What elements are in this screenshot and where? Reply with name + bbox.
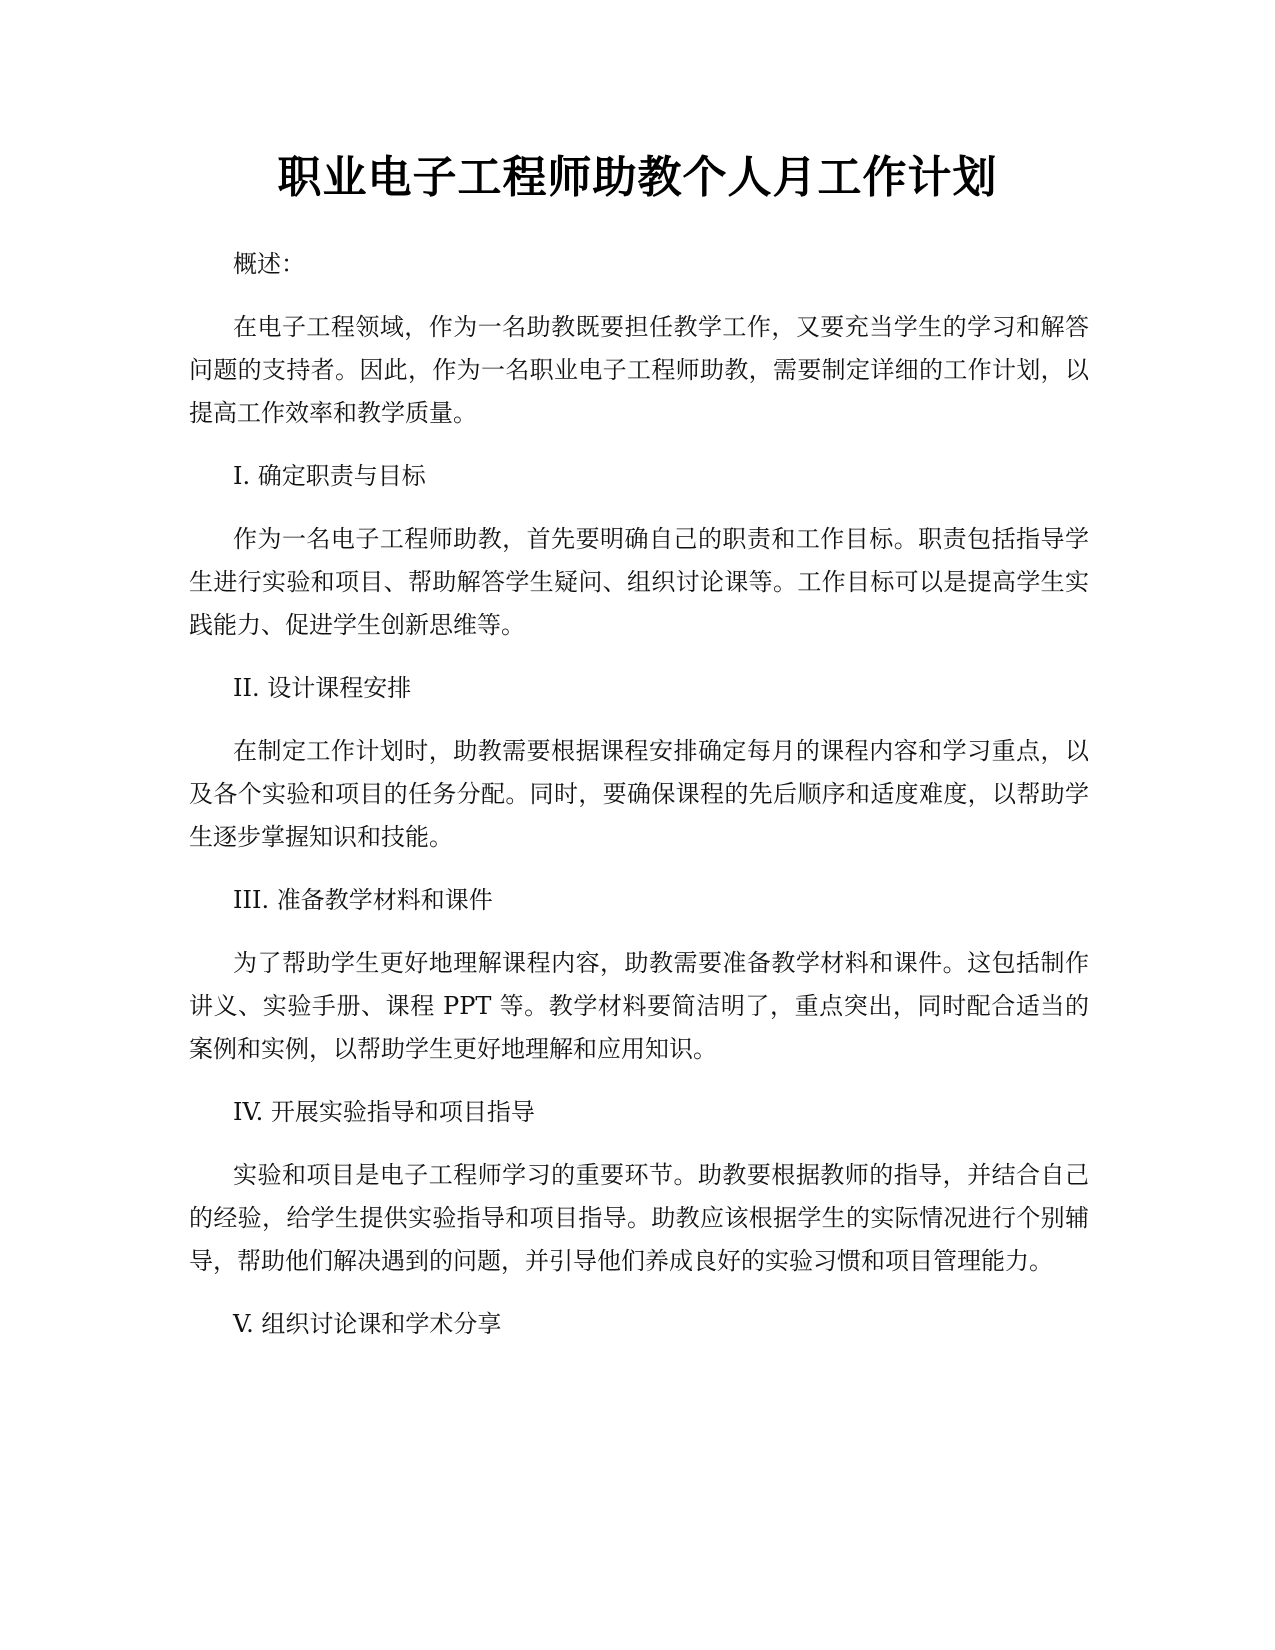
section-heading-overview: 概述： <box>233 250 305 278</box>
section-heading-5: V. 组织讨论课和学术分享 <box>233 1310 502 1338</box>
paragraph-1: 作为一名电子工程师助教，首先要明确自己的职责和工作目标。职责包括指导学生进行实验和项目、帮助解答学生疑问、组织讨论课等。工作目标可以是提高学生实践能力、促进学生创新思维等。 <box>189 525 1089 639</box>
section-heading-2: II. 设计课程安排 <box>233 674 412 702</box>
section-heading-4: IV. 开展实验指导和项目指导 <box>233 1098 535 1126</box>
paragraph-overview: 在电子工程领域，作为一名助教既要担任教学工作，又要充当学生的学习和解答问题的支持者。因此，作为一名职业电子工程师助教，需要制定详细的工作计划，以提高工作效率和教学质量。 <box>189 313 1089 427</box>
document-body <box>189 243 1089 1366</box>
section-heading-3: III. 准备教学材料和课件 <box>233 886 493 914</box>
paragraph-2: 在制定工作计划时，助教需要根据课程安排确定每月的课程内容和学习重点，以及各个实验和项目的任务分配。同时，要确保课程的先后顺序和适度难度，以帮助学生逐步掌握知识和技能。 <box>189 737 1089 851</box>
document-title: 职业电子工程师助教个人月工作计划 <box>277 152 998 203</box>
section-heading-1: I. 确定职责与目标 <box>233 462 426 490</box>
paragraph-3: 为了帮助学生更好地理解课程内容，助教需要准备教学材料和课件。这包括制作讲义、实验手册、课程 PPT 等。教学材料要简洁明了，重点突出，同时配合适当的案例和实例，以帮助学生更好地理解和应用知识。 <box>189 949 1089 1063</box>
paragraph-4: 实验和项目是电子工程师学习的重要环节。助教要根据教师的指导，并结合自己的经验，给学生提供实验指导和项目指导。助教应该根据学生的实际情况进行个别辅导，帮助他们解决遇到的问题，并引导他们养成良好的实验习惯和项目管理能力。 <box>189 1161 1089 1275</box>
